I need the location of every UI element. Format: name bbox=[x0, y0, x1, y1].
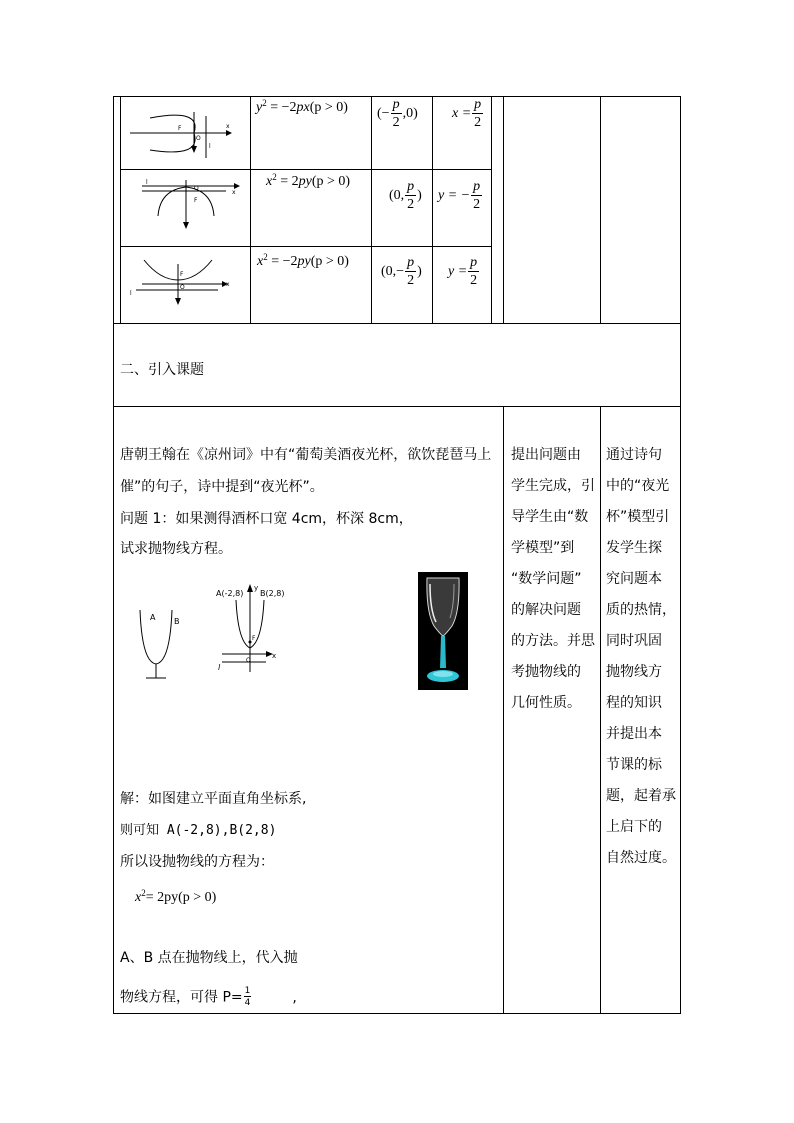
table-border-left bbox=[113, 96, 114, 1014]
inner-row-2 bbox=[120, 246, 492, 247]
coordinate-sketch bbox=[216, 582, 285, 678]
row1-focus: (− $\frac{p}{2}$ ,0) bbox=[377, 97, 418, 130]
axis-x-label: x bbox=[272, 652, 277, 660]
solution-line-3: 所以设抛物线的方程为： bbox=[120, 854, 274, 870]
equation-x2-2py: $x^2= 2py(p > 0)$ bbox=[135, 888, 217, 905]
intent-line-2: 中的“夜光 bbox=[606, 478, 670, 494]
inner-col-3 bbox=[432, 96, 433, 324]
intent-line-10: 并提出本 bbox=[606, 726, 662, 742]
graph2-focus-label: F bbox=[194, 197, 198, 204]
graph2-directrix-label: l bbox=[146, 179, 148, 186]
inner-col-2 bbox=[371, 96, 372, 324]
teacher-line-7: 的方法。并思 bbox=[511, 633, 595, 649]
parabola-down-graph bbox=[122, 172, 248, 244]
axis-y-label: y bbox=[254, 584, 259, 592]
substitution-line-1: A、B 点在抛物线上，代入抛 bbox=[120, 950, 298, 966]
graph3-directrix-label: l bbox=[130, 290, 132, 297]
teacher-line-8: 考抛物线的 bbox=[511, 664, 581, 680]
section-heading: 二、引入课题 bbox=[120, 362, 204, 378]
col-divider-2 bbox=[600, 96, 601, 324]
solution-line-2: 则可知 A(-2,8),B(2,8) bbox=[120, 823, 277, 838]
row-divider-2 bbox=[113, 406, 681, 407]
intent-line-6: 质的热情， bbox=[606, 602, 676, 618]
graph1-directrix-label: l bbox=[209, 143, 211, 150]
intent-line-3: 杯”模型引 bbox=[606, 509, 670, 525]
teacher-line-3: 导学生由“数 bbox=[511, 509, 589, 525]
col-divider-2b bbox=[600, 406, 601, 1014]
row3-equation: $x^2 = -2py(p > 0)$ bbox=[257, 252, 349, 269]
intent-line-13: 上启下的 bbox=[606, 819, 662, 835]
inner-table-right bbox=[491, 96, 492, 324]
substitution-line-2: 物线方程，可得 P= $\frac{1}{4}$ , bbox=[120, 986, 297, 1008]
graph2-axis-label: x bbox=[232, 189, 236, 196]
intent-line-14: 自然过度。 bbox=[606, 850, 676, 866]
intent-line-9: 程的知识 bbox=[606, 695, 662, 711]
row2-directrix: y = − $\frac{p}{2}$ bbox=[438, 179, 481, 212]
origin-label: O bbox=[246, 657, 251, 664]
directrix-label: l bbox=[218, 663, 221, 672]
inner-row-1 bbox=[120, 169, 492, 170]
intro-line-1: 唐朝王翰在《凉州词》中有“葡萄美酒夜光杯，欲饮琵琶马上 bbox=[120, 447, 492, 463]
graph1-origin-label: O bbox=[196, 135, 201, 142]
glass-photo bbox=[418, 572, 468, 690]
teacher-activity-column bbox=[511, 440, 597, 719]
row2-focus: (0, $\frac{p}{2}$ ) bbox=[389, 179, 422, 212]
design-intent-column bbox=[606, 440, 678, 874]
row1-directrix: x = $\frac{p}{2}$ bbox=[452, 97, 482, 130]
parabola-left-graph bbox=[122, 102, 248, 166]
intro-line-2: 催”的句子，诗中提到“夜光杯”。 bbox=[120, 479, 324, 495]
row2-equation: $x^2 = 2py(p > 0)$ bbox=[266, 172, 351, 189]
graph1-focus-label: F bbox=[178, 125, 182, 132]
glass-image bbox=[418, 572, 468, 690]
row1-equation: $y^2 = -2px(p > 0)$ bbox=[256, 98, 348, 115]
table-border-right bbox=[680, 96, 681, 1014]
table-border-bottom bbox=[113, 1013, 681, 1014]
graph2-origin-label: O bbox=[194, 185, 199, 192]
teacher-line-4: 学模型”到 bbox=[511, 540, 575, 556]
intent-line-8: 抛物线方 bbox=[606, 664, 662, 680]
teacher-line-2: 学生完成，引 bbox=[511, 478, 595, 494]
teacher-line-1: 提出问题由 bbox=[511, 447, 581, 463]
row3-focus: (0,− $\frac{p}{2}$ ) bbox=[381, 255, 422, 288]
intent-line-5: 究问题本 bbox=[606, 571, 662, 587]
graph1-axis-label: x bbox=[226, 123, 230, 130]
col-divider-1 bbox=[503, 96, 504, 324]
intent-line-1: 通过诗句 bbox=[606, 447, 662, 463]
intent-line-4: 发学生探 bbox=[606, 540, 662, 556]
point-b-label: B(2,8) bbox=[260, 589, 285, 598]
point-a-label: A(-2,8) bbox=[216, 589, 244, 598]
teacher-line-9: 几何性质。 bbox=[511, 695, 581, 711]
row-divider-1 bbox=[113, 323, 681, 324]
parabola-up-graph bbox=[122, 250, 248, 320]
focus-label: F bbox=[252, 635, 256, 642]
question-line-2: 试求抛物线方程。 bbox=[120, 541, 232, 557]
inner-col-1 bbox=[250, 96, 251, 324]
p-value-fraction: $\frac{1}{4}$ bbox=[244, 986, 251, 1008]
intent-line-11: 节课的标 bbox=[606, 757, 662, 773]
col-divider-1b bbox=[503, 406, 504, 1014]
cup-label-a: A bbox=[150, 613, 156, 622]
graph3-axis-label: x bbox=[226, 281, 230, 288]
cup-sketch bbox=[138, 606, 188, 682]
teacher-line-6: 的解决问题 bbox=[511, 602, 581, 618]
question-line-1: 问题 1：如果测得酒杯口宽 4cm，杯深 8cm， bbox=[120, 511, 413, 527]
cup-label-b: B bbox=[174, 617, 180, 626]
teacher-line-5: “数学问题” bbox=[511, 571, 582, 587]
row3-directrix: y = $\frac{p}{2}$ bbox=[448, 255, 478, 288]
inner-table-left bbox=[120, 96, 121, 324]
graph3-focus-label: F bbox=[180, 271, 184, 278]
solution-line-1: 解：如图建立平面直角坐标系, bbox=[120, 791, 307, 807]
graph3-origin-label: O bbox=[180, 284, 185, 291]
intent-line-7: 同时巩固 bbox=[606, 633, 662, 649]
intent-line-12: 题，起着承 bbox=[606, 788, 676, 804]
